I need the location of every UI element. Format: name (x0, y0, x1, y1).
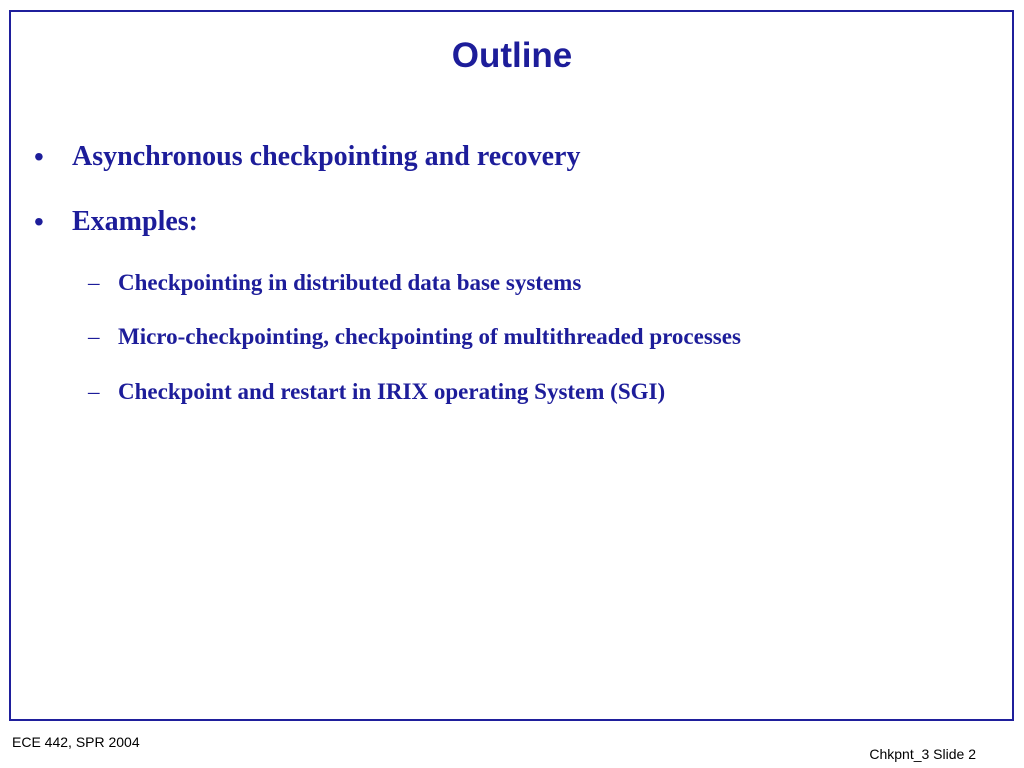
sub-bullet-text: Checkpoint and restart in IRIX operating System (SGI) (118, 379, 666, 404)
sub-bullet-item (88, 322, 741, 352)
bullet-text: Examples: (72, 206, 198, 237)
slide-border (9, 10, 1014, 721)
footer-course: ECE 442, SPR 2004 (12, 734, 140, 750)
bullet-marker: • (34, 141, 44, 172)
sub-bullet-marker: – (88, 324, 100, 349)
slide-title: Outline (451, 36, 573, 75)
sub-bullet-text: Checkpointing in distributed data base systems (118, 270, 582, 295)
bullet-text: Asynchronous checkpointing and recovery (72, 141, 581, 172)
bullet-item (34, 204, 198, 240)
sub-bullet-item (88, 268, 582, 298)
sub-bullet-marker: – (88, 379, 100, 404)
bullet-item (34, 139, 581, 175)
sub-bullet-item (88, 377, 666, 407)
bullet-marker: • (34, 206, 44, 237)
sub-bullet-text: Micro-checkpointing, checkpointing of multithreaded processes (118, 324, 741, 349)
footer-slide-number: Chkpnt_3 Slide 2 (869, 746, 976, 762)
sub-bullet-marker: – (88, 270, 100, 295)
